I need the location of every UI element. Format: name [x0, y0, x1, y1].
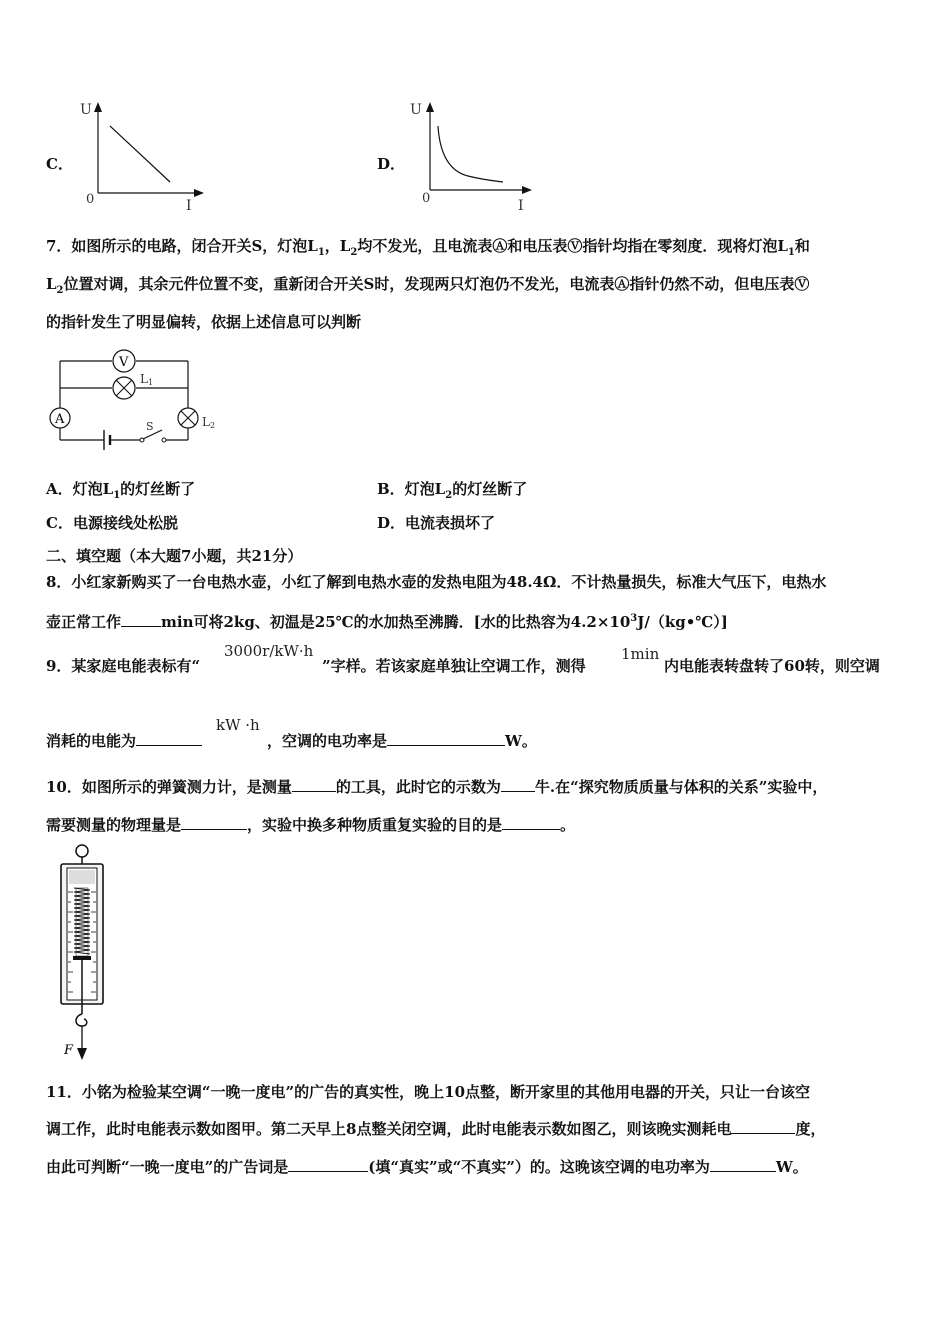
graph-c-x-arrow — [194, 189, 204, 197]
graph-c-label-origin: 0 — [86, 192, 95, 207]
q9-time: 1min — [621, 645, 660, 663]
graph-c-label-i: I — [186, 198, 192, 213]
q7-option-b[interactable]: B．灯泡$L_2$的灯丝断了 — [377, 480, 528, 501]
lamp-l1-label: L1 — [140, 372, 154, 387]
q7-option-d[interactable]: D．电流表损坏了 — [377, 514, 496, 532]
q11-line2: 调工作，此时电能表示数如图甲。第二天早上8点整关闭空调，此时电能表示数如图乙，则该晚实测耗电 度， — [46, 1120, 826, 1138]
q7-option-a[interactable]: A．灯泡$L_1$的灯丝断了 — [46, 480, 196, 501]
q8-line2: 壶正常工作 min可将2kg、初温是25℃的水加热至沸腾．[水的比热容为$4.2\times 10^3J/(kg•℃)$] — [46, 613, 728, 631]
q10-blank-purpose[interactable] — [502, 815, 560, 830]
graph-d-label-u: U — [410, 102, 422, 118]
graph-c-label-u: U — [80, 102, 92, 118]
q7-option-c[interactable]: C．电源接线处松脱 — [46, 514, 178, 532]
graph-d-label-i: I — [518, 198, 524, 213]
q11-blank-power[interactable] — [710, 1157, 776, 1172]
q11-blank-true-false[interactable] — [288, 1157, 368, 1172]
q9-line2: 消耗的电能为 — [46, 731, 202, 751]
graph-c-line — [110, 126, 170, 182]
q10-blank-measure[interactable] — [181, 815, 247, 830]
q10-line2: 需要测量的物理量是 ，实验中换多种物质重复实验的目的是 。 — [46, 816, 576, 834]
q7-stem-line3: 的指针发生了明显偏转，依据上述信息可以判断 — [46, 313, 362, 331]
q9-line1-middle: ”字样。若该家庭单独让空调工作，测得 — [322, 657, 586, 675]
option-d-label: D． — [377, 155, 406, 173]
q11-line3: 由此可判断“一晚一度电”的广告词是 (填“真实”或“不真实”）的。这晚该空调的电功率为 W。 — [46, 1158, 808, 1176]
q9-line2-rest: ，空调的电功率是 W。 — [267, 732, 537, 750]
q9-line1-end: 内电能表转盘转了60转，则空调 — [664, 657, 880, 675]
lamp-l2-label: L2 — [202, 415, 216, 430]
graph-d-y-arrow — [426, 102, 434, 112]
q11-line1: 11．小铭为检验某空调“一晚一度电”的广告的真实性，晚上10点整，断开家里的其他用电器的开关，只让一台该空 — [46, 1083, 811, 1101]
q7-stem-line1: 7．如图所示的电路，闭合开关S，灯泡$L_1$，$L_2$均不发光，且电流表Ⓐ和电压表Ⓥ指针均指在零刻度．现将灯泡$L_1$和 — [46, 237, 810, 258]
force-label: F — [64, 1043, 74, 1058]
q8-blank[interactable] — [121, 612, 161, 627]
q10-blank-reading[interactable] — [501, 777, 535, 792]
q7-stem-line2: $L_2$位置对调，其余元件位置不变，重新闭合开关S时，发现两只灯泡仍不发光，电流表Ⓐ指针仍然不动，但电压表Ⓥ — [46, 275, 810, 296]
q10-blank-quantity[interactable] — [292, 777, 336, 792]
voltmeter-label: V — [119, 355, 129, 370]
q9-blank-energy[interactable] — [136, 731, 202, 746]
q9-meter-rating: 3000r/kW·h — [224, 642, 314, 660]
q9-line1-start: 9．某家庭电能表标有“ — [46, 657, 201, 675]
switch-label: S — [146, 420, 154, 433]
q9-unit-kwh: kW ·h — [216, 716, 260, 734]
graph-d-label-origin: 0 — [422, 191, 431, 206]
spring-scale-figure — [54, 842, 110, 1064]
ammeter-label: A — [55, 412, 65, 427]
graph-c — [78, 98, 208, 213]
graph-d — [408, 98, 538, 213]
graph-c-y-arrow — [94, 102, 102, 112]
graph-d-x-arrow — [522, 186, 532, 194]
graph-d-curve — [438, 126, 503, 182]
q11-blank-energy[interactable] — [731, 1119, 795, 1134]
option-c-label: C． — [46, 155, 73, 173]
q8-line1: 8．小红家新购买了一台电热水壶，小红了解到电热水壶的发热电阻为48.4Ω．不计热量损失，标准大气压下，电热水 — [46, 573, 827, 591]
q7-circuit-diagram — [42, 346, 232, 458]
section-2-heading: 二、填空题（本大题7小题，共21分） — [46, 547, 303, 565]
q10-line1: 10．如图所示的弹簧测力计，是测量 的工具，此时它的示数为 牛.在“探究物质质量与体积的关系”实验中， — [46, 778, 828, 796]
q9-blank-power[interactable] — [387, 731, 505, 746]
